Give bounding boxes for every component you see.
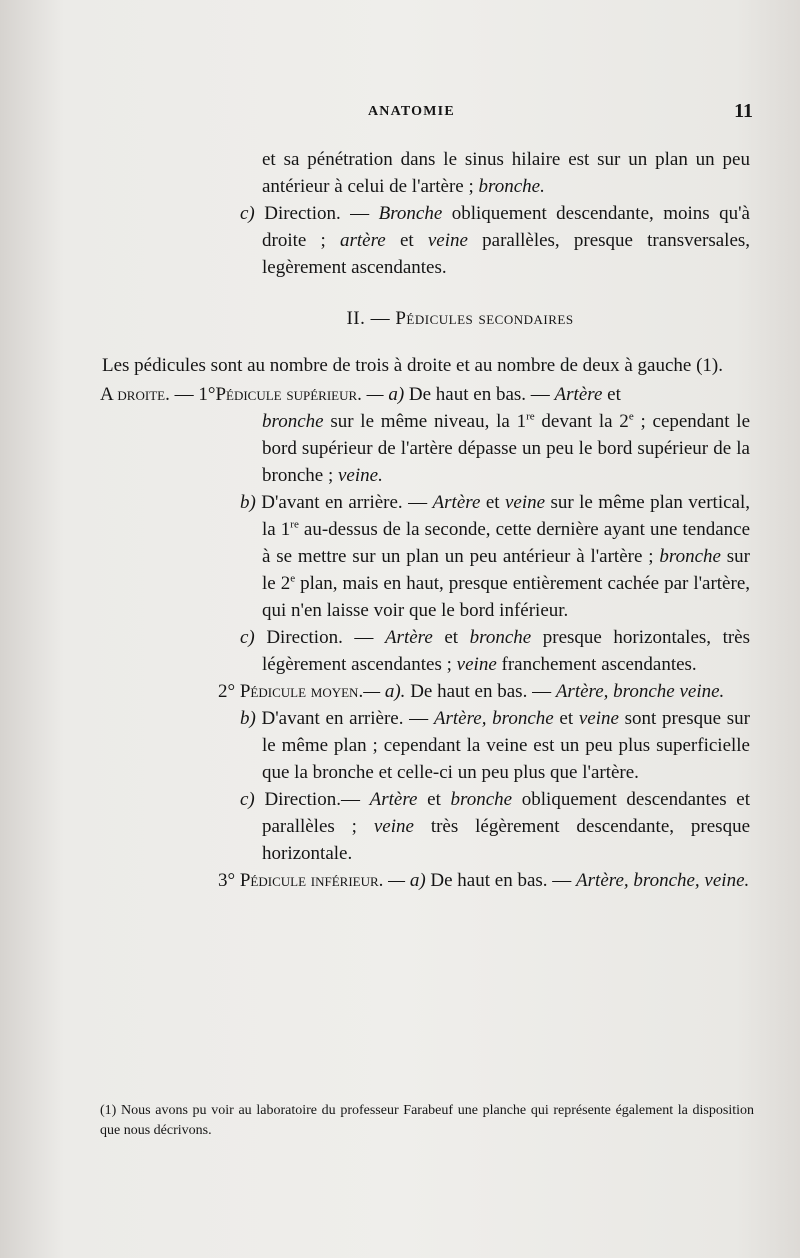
running-head: ANATOMIE: [368, 104, 455, 119]
pedicule-moyen-b: b) D'avant en arrière. — Artère, bronche et veine sont presque sur le même plan ; cependant la veine est un peu plus superficielle que la bronche et celle-ci un peu plus que l'artère.: [240, 708, 751, 783]
footnote: (1) Nous avons pu voir au laboratoire du professeur Farabeuf une planche qui représente également la disposition que nous décrivons.: [100, 1103, 754, 1138]
intro-paragraph: Les pédicules sont au nombre de trois à droite et au nombre de deux à gauche (1).: [102, 355, 723, 376]
pedicule-moyen-c: c) Direction.— Artère et bronche obliquement descendantes et parallèles ; veine très légèrement descendante, presque horizontale.: [240, 789, 751, 864]
page-number: 11: [734, 100, 753, 122]
pedicule-superieur-heading: A droite. — 1°Pédicule supérieur. — a) De haut en bas. — Artère et: [100, 384, 621, 405]
direction-paragraph-top: c) Direction. — Bronche obliquement descendante, moins qu'à droite ; artère et veine parallèles, presque transversales, legèrement ascendantes.: [240, 203, 751, 278]
pedicule-superieur-a: bronche sur le même niveau, la 1re devant la 2e ; cependant le bord supérieur de l'artère dépasse un peu le bord supérieur de la bronche ; veine.: [262, 410, 750, 486]
body-text: [100, 146, 750, 894]
pedicule-superieur-c: c) Direction. — Artère et bronche presque horizontales, très légèrement ascendantes ; veine franchement ascendantes.: [240, 627, 751, 675]
pedicule-inferieur-a: 3° Pédicule inférieur. — a) De haut en bas. — Artère, bronche, veine.: [218, 870, 750, 891]
page-header: [0, 100, 800, 130]
continuation-paragraph: et sa pénétration dans le sinus hilaire est sur un plan un peu antérieur à celui de l'artère ; bronche.: [262, 149, 750, 197]
section-heading: II. — Pédicules secondaires: [346, 308, 574, 329]
pedicule-moyen-a: 2° Pédicule moyen.— a). De haut en bas. — Artère, bronche veine.: [218, 681, 725, 702]
pedicule-superieur-b: b) D'avant en arrière. — Artère et veine sur le même plan vertical, la 1re au-dessus de la seconde, cette dernière ayant une tendance à se mettre sur un plan un peu antérieur à l'artère ; bronche sur le 2e plan, mais en haut, presque entièrement cachée par l'artère, qui n'en laisse voir que le bord inférieur.: [240, 492, 751, 621]
